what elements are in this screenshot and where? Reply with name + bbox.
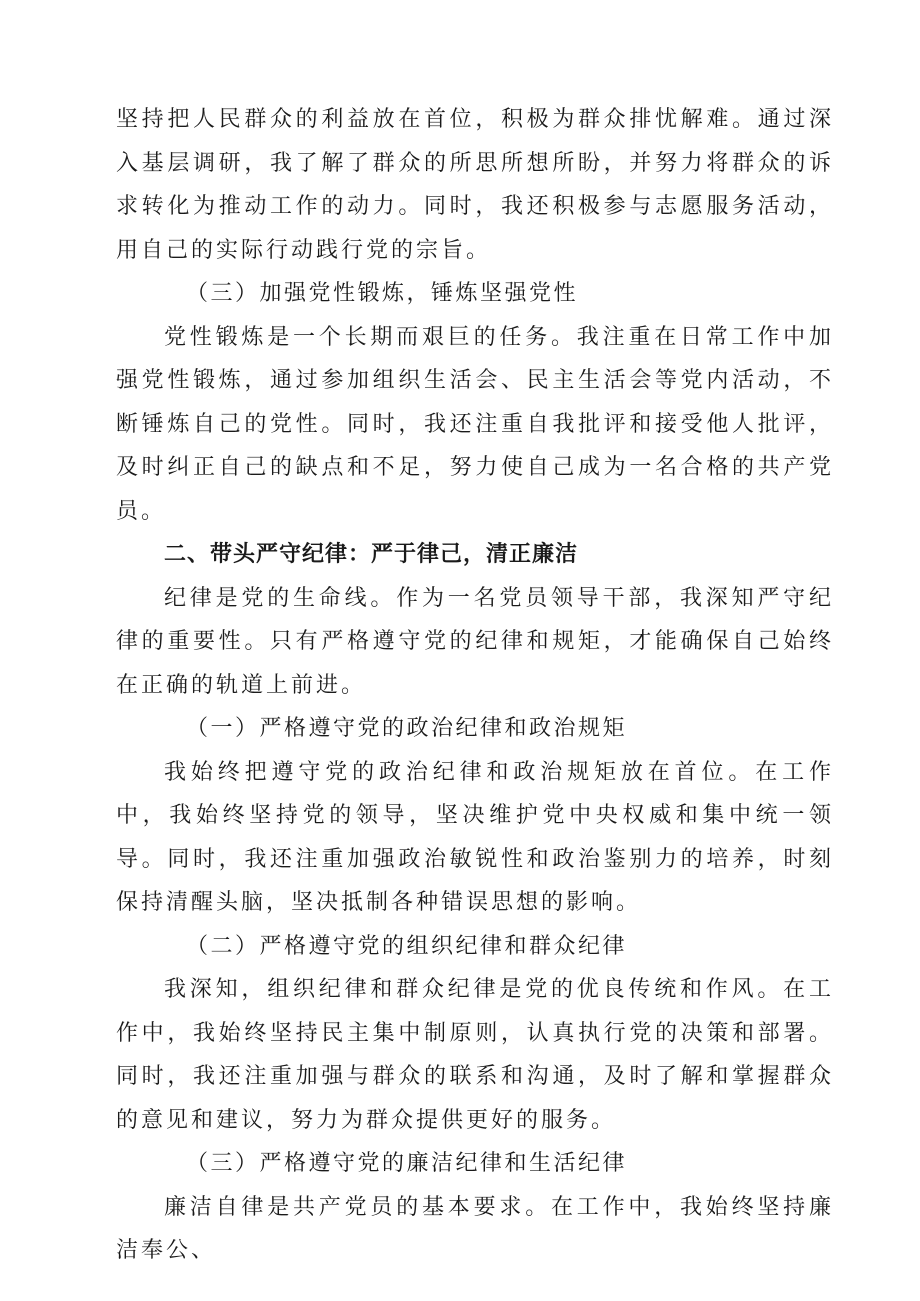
paragraph: 廉洁自律是共产党员的基本要求。在工作中，我始终坚持廉洁奉公、 (116, 1194, 834, 1263)
paragraph: 纪律是党的生命线。作为一名党员领导干部，我深知严守纪律的重要性。只有严格遵守党的纪律和规矩，才能确保自己始终在正确的轨道上前进。 (116, 585, 834, 698)
subheading-integrity-discipline: （三）严格遵守党的廉洁纪律和生活纪律 (186, 1151, 628, 1176)
paragraph: 党性锻炼是一个长期而艰巨的任务。我注重在日常工作中加强党性锻炼，通过参加组织生活会、民主生活会等党内活动，不断锤炼自己的党性。同时，我还注重自我批评和接受他人批评，及时纠正自己的缺点和不足，努力使自己成为一名合格的共产党员。 (116, 324, 834, 524)
subheading-political-discipline: （一）严格遵守党的政治纪律和政治规矩 (186, 716, 628, 741)
section-heading-discipline: 二、带头严守纪律：严于律己，清正廉洁 (164, 542, 579, 567)
subheading-organizational-discipline: （二）严格遵守党的组织纪律和群众纪律 (186, 933, 628, 959)
paragraph-continued: 坚持把人民群众的利益放在首位，积极为群众排忧解难。通过深入基层调研，我了解了群众的所思所想所盼，并努力将群众的诉求转化为推动工作的动力。同时，我还积极参与志愿服务活动，用自己的实际行动践行党的宗旨。 (116, 107, 834, 263)
subheading-strengthen-party-spirit: （三）加强党性锻炼，锤炼坚强党性 (186, 281, 579, 306)
document-page (116, 98, 834, 1273)
paragraph: 我始终把遵守党的政治纪律和政治规矩放在首位。在工作中，我始终坚持党的领导，坚决维护党中央权威和集中统一领导。同时，我还注重加强政治敏锐性和政治鉴别力的培养，时刻保持清醒头脑，坚决抵制各种错误思想的影响。 (116, 759, 834, 915)
paragraph: 我深知，组织纪律和群众纪律是党的优良传统和作风。在工作中，我始终坚持民主集中制原则，认真执行党的决策和部署。同时，我还注重加强与群众的联系和沟通，及时了解和掌握群众的意见和建议，努力为群众提供更好的服务。 (116, 977, 834, 1133)
